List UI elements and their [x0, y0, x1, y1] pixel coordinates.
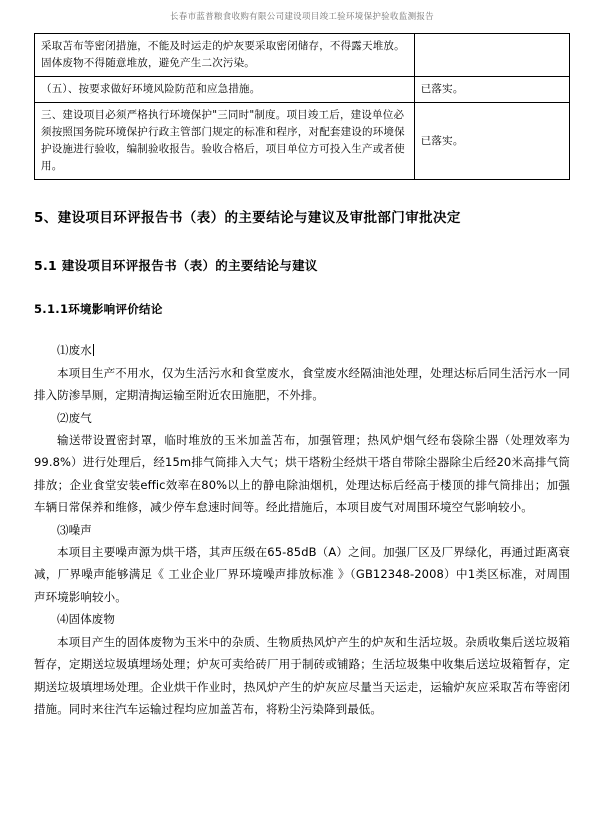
- table-cell-status: 已落实。: [414, 77, 569, 103]
- table-cell-status: 已落实。: [414, 103, 569, 180]
- item-label-waste-water: [34, 339, 570, 361]
- text-cursor: [93, 344, 94, 356]
- section-title-5-1-1: 5.1.1环境影响评价结论: [34, 302, 163, 317]
- section-title-5-1: 5.1 建设项目环评报告书（表）的主要结论与建议: [34, 258, 318, 274]
- table-cell-status: [414, 34, 569, 77]
- item-body-solid-waste: 本项目产生的固体废物为玉米中的杂质、生物质热风炉产生的炉灰和生活垃圾。杂质收集后送垃圾箱暂存，定期送垃圾填埋场处理；炉灰可卖给砖厂用于制砖或铺路；生活垃圾集中收集后送垃圾箱暂存，定期送垃圾填埋场处理。企业烘干作业时，热风炉产生的炉灰应尽量当天运走，运输炉灰应采取苫布等密闭措施。同时来往汽车运输过程均应加盖苫布，将粉尘污染降到最低。: [34, 634, 570, 716]
- table-cell-text: （五）、按要求做好环境风险防范和应急措施。: [35, 77, 415, 103]
- table-cell-text: 采取苫布等密闭措施，不能及时运走的炉灰要采取密闭储存，不得露天堆放。固体废物不得随意堆放，避免产生二次污染。: [35, 34, 415, 77]
- table-row: [35, 103, 570, 180]
- item-label-waste-water-text: ⑴废水: [57, 343, 92, 358]
- table-cell-text: 三、建设项目必须严格执行环境保护"三同时"制度。项目竣工后，建设单位必须按照国务院环境保护行政主管部门规定的标准和程序，对配套建设的环境保护设施进行验收，编制验收报告。验收合格后，项目单位方可投入生产或者使用。: [35, 103, 415, 180]
- section-title-5: 5、建设项目环评报告书（表）的主要结论与建议及审批部门审批决定: [34, 210, 461, 226]
- table-row: [35, 34, 570, 77]
- running-head: 长春市蓝普粮食收购有限公司建设项目竣工验环境保护验收监测报告: [169, 12, 434, 22]
- item-body-waste-water: 本项目生产不用水，仅为生活污水和食堂废水，食堂废水经隔油池处理，处理达标后同生活污水一同排入防渗旱厕，定期清掏运输至附近农田施肥，不外排。: [34, 365, 570, 403]
- compliance-table: [34, 33, 570, 180]
- item-label-solid-waste: ⑷固体废物: [57, 612, 115, 627]
- item-label-noise: ⑶噪声: [57, 522, 92, 537]
- item-label-waste-gas: ⑵废气: [57, 410, 92, 425]
- item-body-noise: 本项目主要噪声源为烘干塔，其声压级在65-85dB（A）之间。加强厂区及厂界绿化，再通过距离衰减，厂界噪声能够满足《 工业企业厂界环境噪声排放标准 》（GB12348-2008）中1类区标准，对周围声环境影响较小。: [34, 545, 570, 604]
- item-body-waste-gas: 输送带设置密封罩，临时堆放的玉米加盖苫布，加强管理；热风炉烟气经布袋除尘器（处理效率为99.8%）进行处理后，经15m排气筒排入大气；烘干塔粉尘经烘干塔自带除尘器除尘后经20米高排气筒排放；企业食堂安装effic效率在80%以上的静电除油烟机，处理达标后经高于楼顶的排气筒排出；加强车辆日常保养和维修，减少停车怠速时间等。经此措施后，本项目废气对周围环境空气影响较小。: [34, 432, 570, 515]
- table-row: [35, 77, 570, 103]
